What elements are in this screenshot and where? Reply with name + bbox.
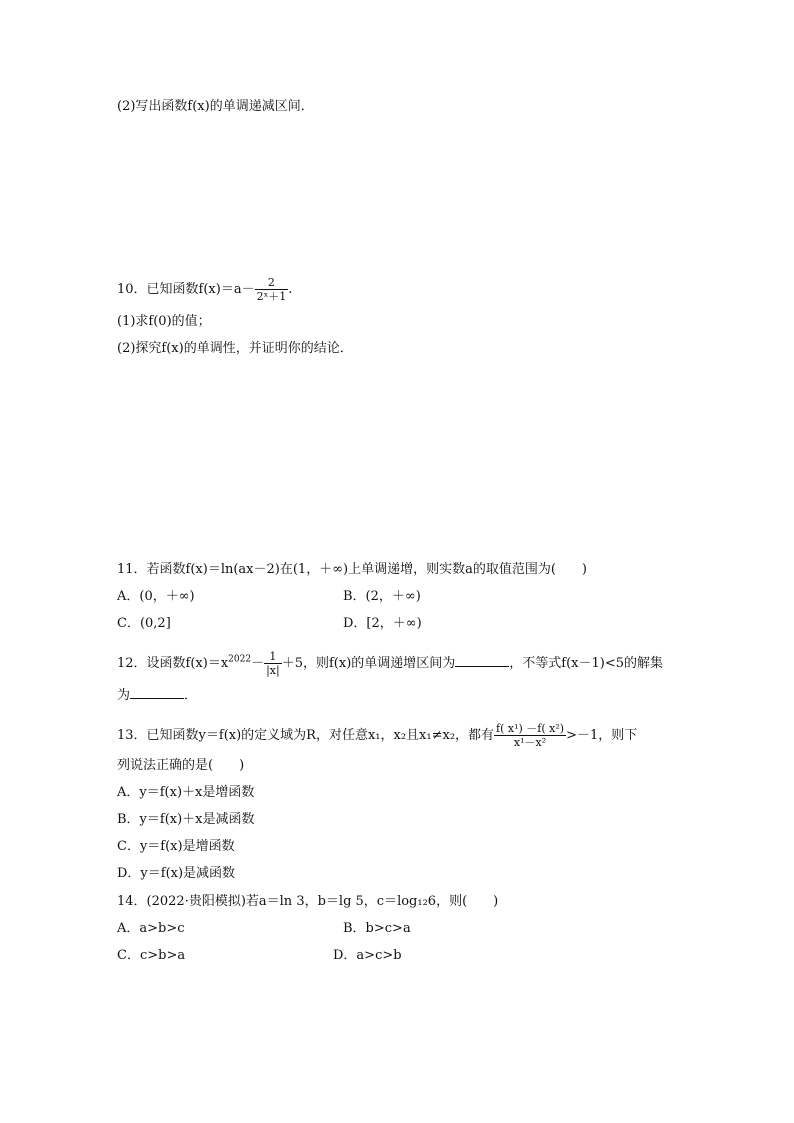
q11-option-a: A．(0，＋∞) [117,589,195,604]
q12-stem [117,650,663,677]
q11-option-c: C．(0,2] [117,616,171,631]
q13-option-c: C．y＝f(x)是增函数 [117,839,235,854]
q9-part2: (2)写出函数f(x)的单调递减区间． [117,99,314,114]
q12-fraction [264,650,282,677]
q13-frac-num: f( x¹) －f( x²) [496,722,565,735]
q10-frac-den: 2ˣ＋1 [256,290,287,303]
q10-part1: (1)求f(0)的值； [117,314,211,329]
q12-after: ＋5，则f(x)的单调递增区间为 [281,656,456,671]
q10-frac-num: 2 [255,276,289,290]
q11-option-d: D．[2，＋∞) [343,616,422,631]
q12-frac-num: 1 [264,650,282,664]
q13-stem [117,722,637,749]
q14-option-b: B．b>c>a [343,921,411,936]
q14-stem: 14．(2022·贵阳模拟)若a＝ln 3，b＝lg 5，c＝log₁₂6，则( ) [117,894,499,909]
q13-prefix: 13．已知函数y＝f(x)的定义域为R，对任意x₁，x₂且x₁≠x₂，都有 [117,728,495,743]
q13-frac-den: x¹－x² [513,736,547,749]
q13-suffix: >－1，则下 [566,728,638,743]
q12-minus: － [251,656,265,671]
q12-line2 [117,686,197,705]
q12-frac-den: |x| [266,664,280,677]
q10-fraction [255,276,289,303]
q10-part2: (2)探究f(x)的单调性，并证明你的结论． [117,341,353,356]
q14-option-c: C．c>b>a [117,948,186,963]
q12-exponent: 2022 [228,654,252,665]
q12-blank-2 [130,686,184,699]
q10-stem-suffix: . [288,282,293,297]
q13-option-b: B．y＝f(x)＋x是减函数 [117,812,255,827]
q12-line2-suffix: ． [184,688,198,703]
q10-stem-prefix: 10．已知函数 [117,282,199,297]
q12-blank-1 [455,654,509,667]
q11-stem: 11．若函数f(x)＝ln(ax－2)在(1，＋∞)上单调递增，则实数a的取值范围为( ) [117,562,587,577]
q14-option-d: D．a>c>b [333,948,402,963]
q14-option-a: A．a>b>c [117,921,185,936]
q10-stem [117,276,292,303]
q12-prefix: 12．设函数f(x)＝x [117,656,229,671]
q12-middle: ，不等式f(x－1)<5的解集 [509,656,664,671]
q13-option-a: A．y＝f(x)＋x是增函数 [117,785,255,800]
q11-option-b: B．(2，＋∞) [343,589,421,604]
q10-stem-math: f(x)＝a－ [198,282,255,297]
q13-line2: 列说法正确的是( ) [117,758,245,773]
q13-fraction [494,722,566,749]
q12-line2-prefix: 为 [117,688,131,703]
q13-option-d: D．y＝f(x)是减函数 [117,866,236,881]
